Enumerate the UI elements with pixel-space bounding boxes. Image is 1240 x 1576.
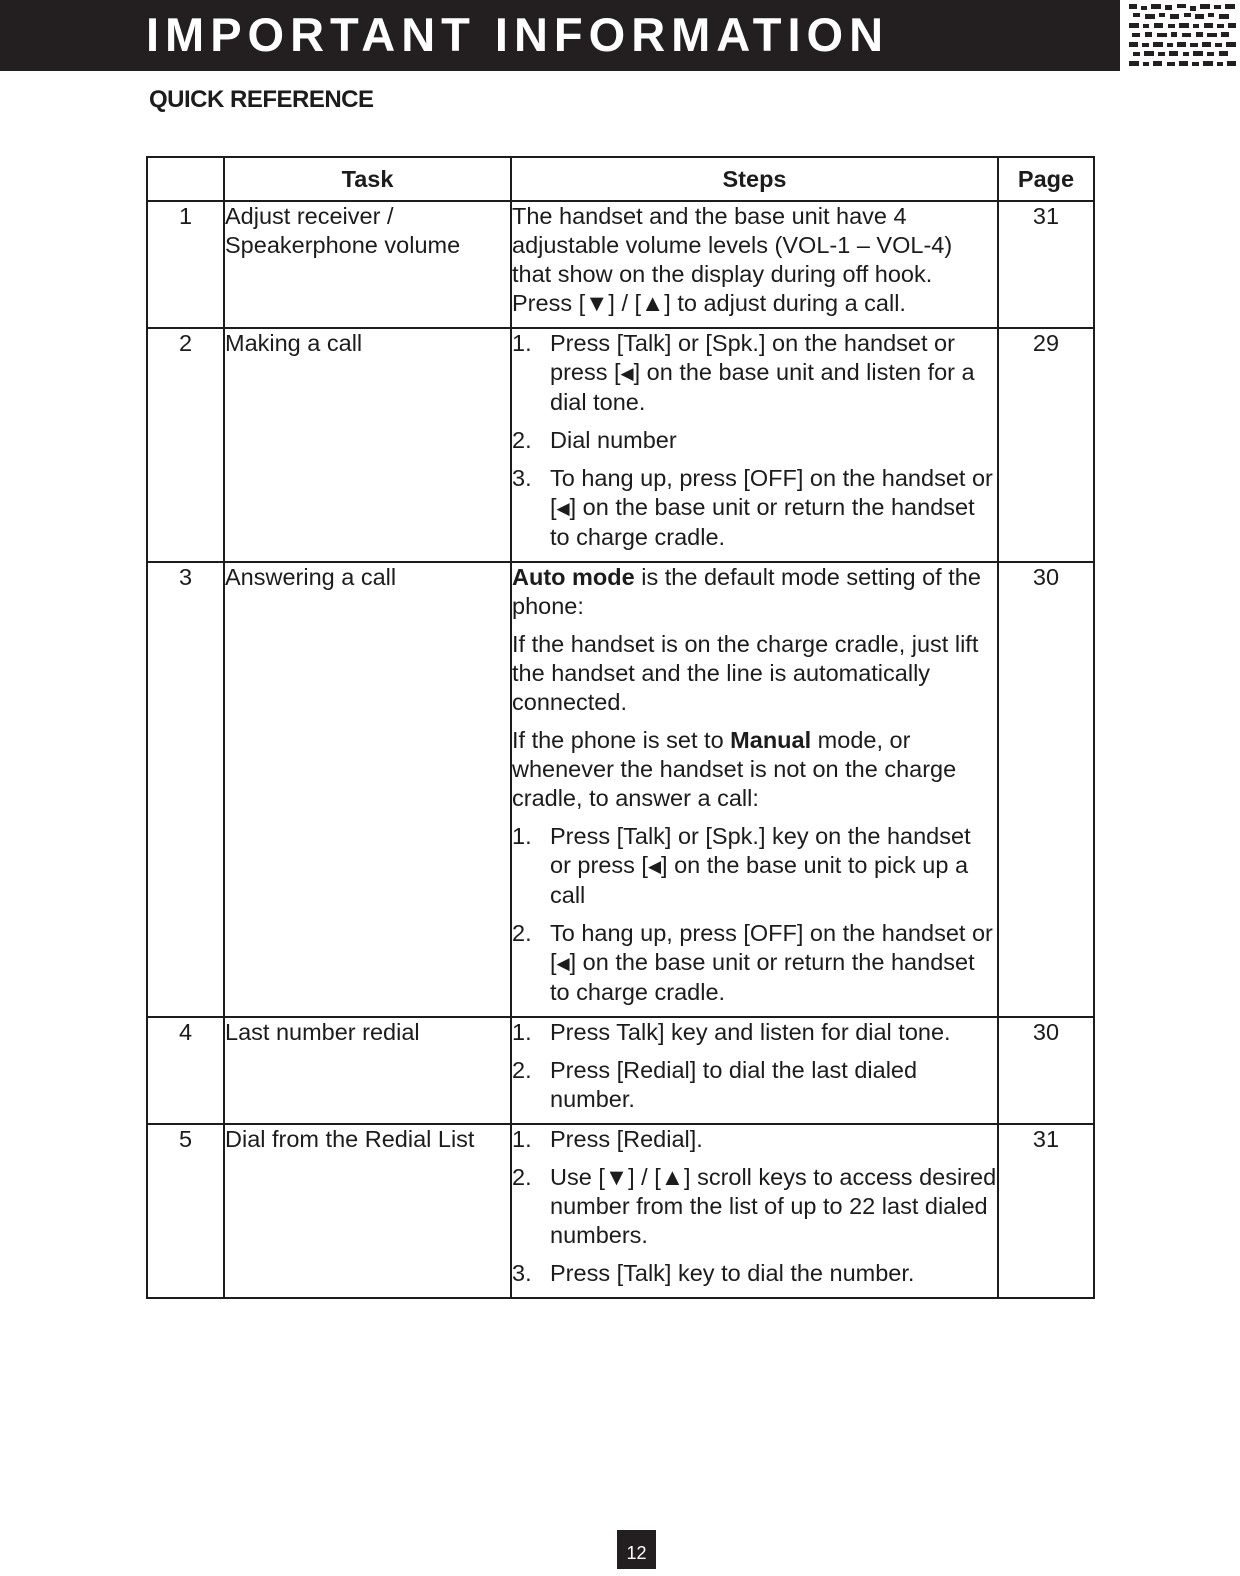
step-number: 1.: [512, 1126, 532, 1152]
section-title: QUICK REFERENCE: [149, 86, 374, 113]
page-title: IMPORTANT INFORMATION: [146, 8, 890, 61]
step-item: [512, 1125, 997, 1154]
page-cell: 31: [998, 201, 1094, 328]
decorative-pattern-icon: [1127, 2, 1238, 70]
row-number: 5: [147, 1124, 224, 1298]
step-item: [512, 1163, 997, 1250]
table-row: [147, 1124, 1094, 1298]
step-text-part: Press [Talk] or [Spk.] key on the handset or press [: [550, 823, 971, 878]
step-text: Press [Talk] key to dial the number.: [550, 1260, 915, 1286]
task-cell: Last number redial: [224, 1017, 511, 1124]
step-text-part: ] on the base unit or return the handset to charge cradle.: [550, 949, 975, 1005]
steps-paragraph: [512, 726, 997, 813]
page-cell: 31: [998, 1124, 1094, 1298]
step-text-part: ] on the base unit or return the handset to charge cradle.: [550, 494, 975, 550]
step-item: [512, 329, 997, 417]
bold-term: Manual: [730, 727, 812, 753]
step-text: Use [▼] / [▲] scroll keys to access desired number from the list of up to 22 last dialed numbers.: [550, 1164, 997, 1248]
steps-cell: [511, 1017, 998, 1124]
step-text: Press [Redial] to dial the last dialed number.: [550, 1057, 918, 1112]
paragraph-text: If the phone is set to: [512, 727, 731, 753]
table-header-row: [147, 157, 1094, 201]
step-text-part: Press [Talk] or [Spk.] on the handset or press [: [550, 330, 955, 385]
steps-paragraph: If the handset is on the charge cradle, just lift the handset and the line is automatically connected.: [512, 631, 979, 715]
task-cell: Dial from the Redial List: [224, 1124, 511, 1298]
step-item: [512, 1056, 997, 1114]
steps-cell: [511, 328, 998, 562]
task-cell: Making a call: [224, 328, 511, 562]
row-number: 1: [147, 201, 224, 328]
step-item: [512, 464, 997, 552]
header-bar: [0, 0, 1120, 71]
speaker-icon: ◀: [647, 857, 662, 876]
page-cell: 29: [998, 328, 1094, 562]
step-text: Press Talk] key and listen for dial tone.: [550, 1019, 951, 1045]
step-text: [550, 822, 997, 910]
page-cell: 30: [998, 562, 1094, 1017]
column-header-steps: Steps: [511, 157, 998, 201]
row-number: 4: [147, 1017, 224, 1124]
bold-term: Auto mode: [512, 564, 635, 590]
task-cell: Answering a call: [224, 562, 511, 1017]
step-number: 3.: [512, 1260, 532, 1286]
step-text: Dial number: [550, 427, 677, 453]
steps-paragraph: The handset and the base unit have 4 adjustable volume levels (VOL-1 – VOL-4) that show on the display during off hook. Press [▼] / [▲] to adjust during a call.: [512, 203, 953, 316]
step-item: [512, 1259, 997, 1288]
steps-paragraph: [512, 563, 997, 621]
quick-reference-table: [146, 156, 1095, 1299]
step-number: 3.: [512, 465, 532, 491]
speaker-icon: ◀: [556, 954, 570, 973]
table-row: [147, 1017, 1094, 1124]
row-number: 2: [147, 328, 224, 562]
table-row: [147, 562, 1094, 1017]
step-text-part: ] on the base unit to pick up a call: [550, 852, 969, 908]
step-number: 1.: [512, 1019, 532, 1045]
column-header-number: [147, 157, 224, 201]
step-number: 1.: [512, 823, 532, 849]
page-number-badge: 12: [617, 1530, 656, 1569]
step-number: 2.: [512, 920, 532, 946]
step-text: Press [Redial].: [550, 1126, 703, 1152]
step-item: [512, 919, 997, 1007]
step-number: 2.: [512, 1057, 532, 1083]
paragraph-text: mode, or whenever the handset is not on the charge cradle, to answer a call:: [512, 727, 957, 811]
step-item: [512, 1018, 997, 1047]
task-cell: Adjust receiver / Speakerphone volume: [224, 201, 511, 328]
step-number: 2.: [512, 1164, 532, 1190]
step-text-part: To hang up, press [OFF] on the handset or [: [550, 465, 993, 520]
steps-cell: [511, 201, 998, 328]
step-text: [550, 919, 997, 1007]
column-header-task: Task: [224, 157, 511, 201]
step-number: 2.: [512, 427, 532, 453]
speaker-icon: ◀: [620, 364, 634, 383]
paragraph-text: is the default mode setting of the phone:: [512, 564, 981, 619]
table-row: [147, 328, 1094, 562]
step-text-part: ] on the base unit and listen for a dial tone.: [550, 359, 975, 415]
steps-cell: [511, 562, 998, 1017]
step-text-part: To hang up, press [OFF] on the handset or [: [550, 920, 993, 975]
step-text: [550, 329, 997, 417]
row-number: 3: [147, 562, 224, 1017]
page-cell: 30: [998, 1017, 1094, 1124]
column-header-page: Page: [998, 157, 1094, 201]
step-item: [512, 822, 997, 910]
step-item: [512, 426, 997, 455]
step-number: 1.: [512, 330, 532, 356]
speaker-icon: ◀: [556, 499, 570, 518]
step-text: [550, 464, 997, 552]
steps-cell: [511, 1124, 998, 1298]
table-row: [147, 201, 1094, 328]
